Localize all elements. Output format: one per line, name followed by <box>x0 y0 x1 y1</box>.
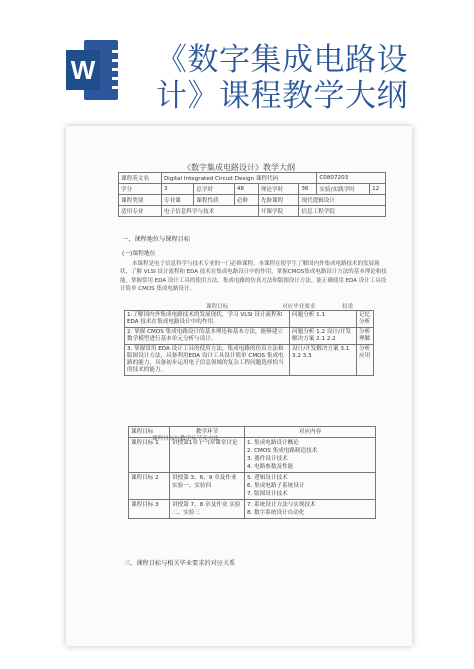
table-cell: 3. 掌握常用 EDA 设计工具的使用方法，集成电路的仿真方法和版图设计方法，具备利用EDA 设计工具设计简单 CMOS 集成电路的能力，具备初步运用电子信息领域的复杂工程问题选择恰当的技术的能力。 <box>125 345 290 376</box>
table-row <box>119 195 386 206</box>
table-cell: 分析 应用 <box>357 345 374 376</box>
table-row <box>129 500 376 519</box>
table-cell: 讲授第1章 (一)章课堂讨论 <box>170 438 245 473</box>
table-cell: 讲授第 3、6、9 章及作业 实验一、实验四 <box>170 473 245 500</box>
table-header: 教学环节 <box>170 427 245 438</box>
overlay-goal-label: 课程目标 <box>206 304 229 310</box>
table-row <box>125 311 374 328</box>
table-cell: 必修 <box>234 195 258 206</box>
table-cell: 学分 <box>119 184 162 195</box>
table-cell: 电子信息科学与技术 <box>161 206 258 217</box>
overlay-method-label: 课程目标与教学环节及方法 <box>152 436 220 442</box>
course-goals-table <box>124 310 374 376</box>
table-cell: 课程英文名 <box>119 173 162 184</box>
section-heading-3: 三、课程目标与相关毕业要求的对应关系 <box>124 560 236 567</box>
table-cell: C0807203 <box>317 173 386 184</box>
table-cell: 先修课程 <box>258 195 299 206</box>
word-page-lines <box>112 50 132 95</box>
table-row <box>129 427 376 438</box>
overlay-ratio-label: 权重 <box>342 304 354 310</box>
teaching-methods-table <box>128 426 376 519</box>
banner-title-line-1: 《数字集成电路设 <box>156 42 408 78</box>
table-cell: 1. 集成电路设计概论 2. CMOS 集成电路制造技术 3. 器件设计技术 4. 电路参数及性能 <box>245 438 376 473</box>
table-header: 课程目标 <box>129 427 170 438</box>
table-cell: 专业课 <box>161 195 193 206</box>
document-title: 《数字集成电路设计》教学大纲 <box>183 163 295 172</box>
table-cell: 讲授第 7、8 章及作业 实验二、实验三 <box>170 500 245 519</box>
table-cell: Digital Integrated Circuit Design 课程代码 <box>161 173 316 184</box>
table-row <box>119 173 386 184</box>
word-document-icon <box>66 40 118 100</box>
table-cell: 现代逻辑设计 <box>299 195 386 206</box>
body-paragraph: 本课程是电子信息科学与技术专业的一门必修课程。本课程在使学生了解国内外集成电路技术的发展现状，了解 VLSI 设计流程和 EDA 技术在集成电路设计中的作用，掌握CMOS集成电路设计方法的基本理论和技能，掌握常用 EDA 设计工具的使用方法，集成电路的仿真方法和版图设计方法。能正确使用 EDA 设计工具设计简单 CMOS 集成电路设计。 <box>120 261 387 292</box>
table-cell: 48 <box>234 184 258 195</box>
table-cell: 总学时 <box>194 184 235 195</box>
table-cell: 开课学院 <box>258 206 299 217</box>
table-row <box>129 438 376 473</box>
table-cell: 记忆 分析 <box>357 311 374 328</box>
banner-title-line-2: 计》课程教学大纲 <box>156 78 408 114</box>
table-cell: 2. 掌握 CMOS 集成电路设计的基本理论和基本方法，能够建立数学模型进行基本单元分析与设计。 <box>125 328 290 345</box>
table-cell: 7. 系统设计方法与实现技术 8. 数字系统设计自动化 <box>245 500 376 519</box>
table-row <box>119 206 386 217</box>
table-row <box>125 328 374 345</box>
table-header: 对应内容 <box>245 427 376 438</box>
table-cell: 课程性质 <box>194 195 235 206</box>
table-cell: 36 <box>299 184 317 195</box>
table-cell: 分析 理解 <box>357 328 374 345</box>
table-cell: 5. 逻辑设计技术 6. 集成电路子系统设计 7. 版图设计技术 <box>245 473 376 500</box>
section-heading-1: 一、课程地位与课程目标 <box>122 236 191 243</box>
table-row <box>119 184 386 195</box>
word-logo-letter: W <box>66 50 100 90</box>
table-row <box>129 473 376 500</box>
table-cell: 课程目标 1 <box>129 438 170 473</box>
table-cell: 3 <box>161 184 193 195</box>
table-cell: 问题分析 1.2 设计/开发解决方案 2.1 2.2 <box>290 328 357 345</box>
table-cell: 课程目标 2 <box>129 473 170 500</box>
table-row <box>125 345 374 376</box>
course-info-table <box>118 172 386 217</box>
table-cell: 实验/实践学时 <box>317 184 370 195</box>
overlay-requirement-label: 对应毕业要求 <box>282 304 316 310</box>
table-cell: 设计/开发解决方案 3.1 3.2 3.3 <box>290 345 357 376</box>
table-cell: 课程目标 3 <box>129 500 170 519</box>
document-preview <box>66 126 412 646</box>
table-cell: 信息工程学院 <box>299 206 386 217</box>
table-cell: 理论学时 <box>258 184 299 195</box>
section-subheading: (一)课程地位 <box>122 251 156 257</box>
table-cell: 问题分析 1.1 <box>290 311 357 328</box>
table-cell: 适用专业 <box>119 206 162 217</box>
table-cell: 课程类别 <box>119 195 162 206</box>
table-cell: 1.了解国内外集成电路技术的发展现状，学习 VLSI 设计流程和 EDA 技术在集成电路设计中的作用。 <box>125 311 290 328</box>
banner <box>0 0 474 120</box>
table-cell: 12 <box>370 184 386 195</box>
